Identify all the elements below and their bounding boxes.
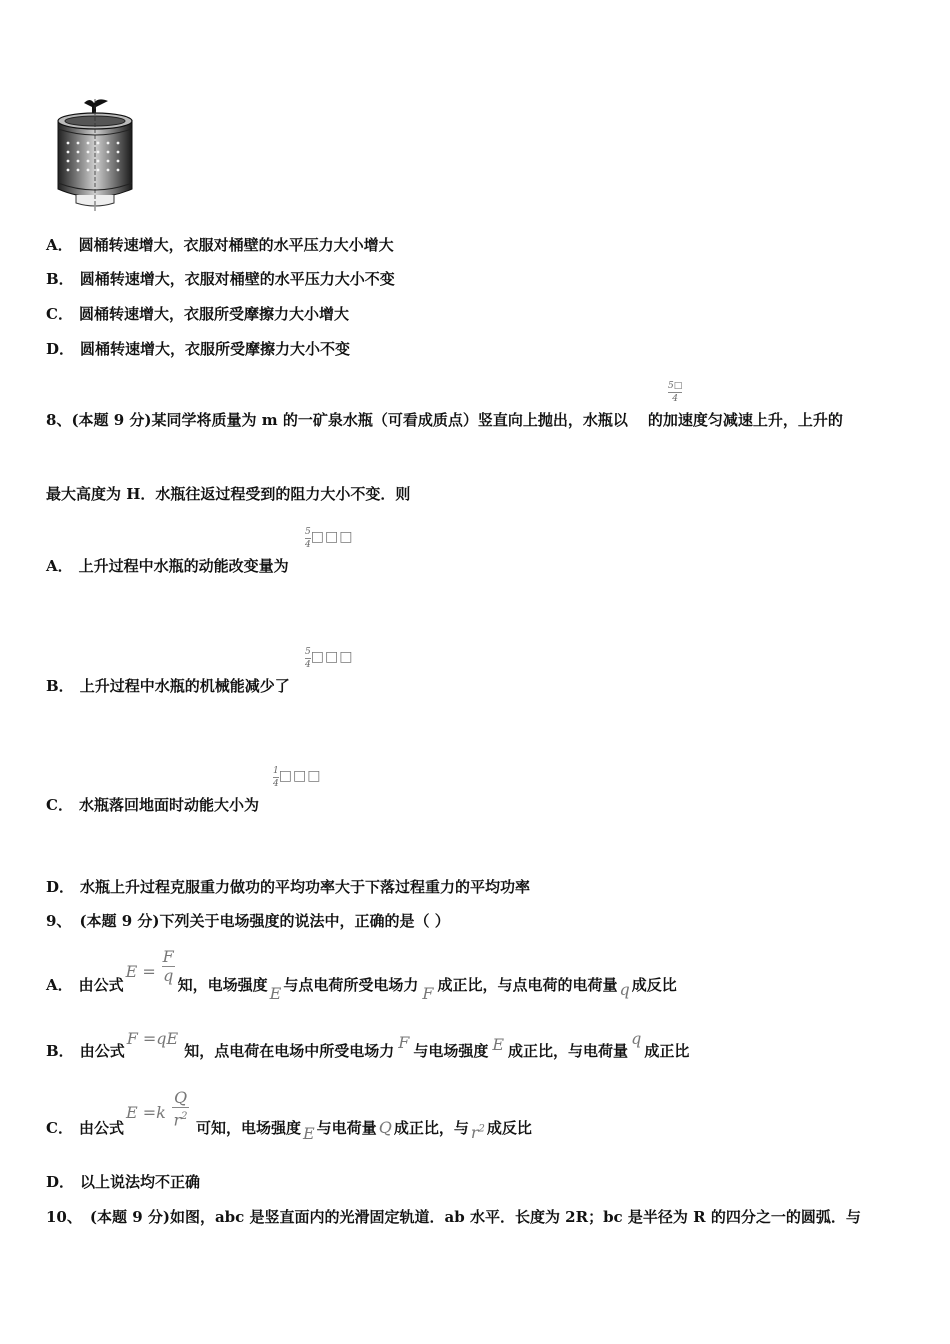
option-text: 以上说法均不正确 — [80, 1173, 201, 1191]
option-label: A． — [46, 976, 73, 994]
q8-accel-fraction — [668, 381, 682, 404]
fraction-denominator: 4 — [305, 540, 311, 550]
var-1: E — [302, 1124, 315, 1143]
fraction-numerator: 5□ — [668, 381, 683, 391]
question-header: (本题 9 分) — [79, 912, 160, 930]
option-text: 圆桶转速增大，衣服对桶壁的水平压力大小增大 — [78, 236, 394, 254]
formula-lhs: E = — [125, 962, 156, 981]
question-stem-part1: 某同学将质量为 m 的一矿泉水瓶（可看成质点）竖直向上抛出，水瓶以 — [151, 411, 628, 429]
option-text-3: 与电场强度 — [413, 1042, 489, 1060]
q8-stem-line2: 最大高度为 H．水瓶往返过程受到的阻力大小不变．则 — [46, 485, 411, 503]
fraction-denominator: 4 — [305, 660, 311, 670]
q9-option-d — [46, 1172, 200, 1192]
var-3: q — [619, 980, 630, 999]
option-text-2: 可知，电场强度 — [195, 1119, 301, 1137]
fraction-numerator: 5 — [305, 647, 311, 657]
option-text: 上升过程中水瓶的机械能减少了 — [79, 677, 290, 695]
option-text-5: 成反比 — [486, 1119, 532, 1137]
var-3: q — [631, 1029, 642, 1048]
question-header: (本题 9 分) — [71, 411, 152, 429]
option-label: B． — [46, 677, 74, 695]
fraction-numerator: 1 — [273, 766, 279, 776]
option-text-2: 知，点电荷在电场中所受电场力 — [184, 1042, 395, 1060]
fraction-denominator: 4 — [273, 779, 279, 789]
q8-option-a — [46, 556, 289, 576]
question-number: 10、 — [46, 1208, 82, 1226]
formula-numerator: F — [162, 947, 174, 966]
option-text: 水瓶上升过程克服重力做功的平均功率大于下落过程重力的平均功率 — [80, 878, 531, 896]
var-2: Q — [378, 1118, 392, 1137]
option-text: 圆桶转速增大，衣服所受摩擦力大小不变 — [80, 340, 351, 358]
option-text: 圆桶转速增大，衣服对桶壁的水平压力大小不变 — [79, 270, 395, 288]
option-label: B． — [46, 270, 74, 288]
option-label: C． — [46, 305, 73, 323]
option-label: A． — [46, 557, 73, 575]
formula: F =qE — [126, 1029, 179, 1048]
placeholder-boxes: □□□ — [278, 768, 322, 784]
q9-option-b — [46, 1029, 690, 1061]
option-text-2: 知，电场强度 — [177, 976, 268, 994]
option-text-5: 成正比 — [644, 1042, 690, 1060]
formula-lhs: E =k — [125, 1103, 166, 1122]
formula-numerator: Q — [173, 1088, 188, 1107]
option-text: 圆桶转速增大，衣服所受摩擦力大小增大 — [78, 305, 349, 323]
option-text-1: 由公式 — [78, 976, 124, 994]
question-stem: 如图，abc 是竖直面内的光滑固定轨道．ab 水平．长度为 2R；bc 是半径为 R 的四分之一的圆弧．与 — [169, 1208, 861, 1226]
q8-b-fraction — [305, 647, 353, 670]
formula-denominator: r — [173, 1110, 182, 1130]
fraction-denominator: 4 — [672, 394, 678, 404]
option-label: C． — [46, 1119, 73, 1137]
placeholder-boxes: □□□ — [310, 529, 354, 545]
option-text-4: 成正比，与电荷量 — [508, 1042, 629, 1060]
q8-option-d — [46, 877, 530, 897]
q7-option-b — [46, 269, 395, 289]
question-number: 9、 — [46, 912, 72, 930]
q8-option-b — [46, 676, 290, 696]
q8-stem-line1 — [46, 410, 843, 430]
q9-option-a — [46, 947, 677, 1003]
option-text-4: 成正比，与点电荷的电荷量 — [437, 976, 618, 994]
question-stem: 下列关于电场强度的说法中，正确的是（ ） — [159, 912, 450, 930]
q7-option-c — [46, 304, 349, 324]
q8-c-fraction — [273, 766, 321, 789]
question-stem-part2: 的加速度匀减速上升，上升的 — [647, 411, 843, 429]
q10-stem — [46, 1207, 861, 1227]
placeholder-boxes: □□□ — [310, 649, 354, 665]
option-text-4: 成正比，与 — [393, 1119, 469, 1137]
option-text-3: 与电荷量 — [316, 1119, 377, 1137]
washing-drum-figure — [50, 95, 140, 215]
option-text-3: 与点电荷所受电场力 — [283, 976, 419, 994]
var-3-superscript: 2 — [478, 1123, 485, 1135]
question-number: 8、 — [46, 411, 72, 429]
var-2: F — [422, 984, 434, 1003]
option-text-5: 成反比 — [631, 976, 677, 994]
option-text-1: 由公式 — [78, 1119, 124, 1137]
option-label: D． — [46, 1173, 75, 1191]
q9-option-c — [46, 1088, 532, 1143]
option-label: C． — [46, 796, 73, 814]
q8-a-fraction — [305, 527, 353, 550]
formula-denominator: q — [163, 966, 174, 985]
q8-option-c — [46, 795, 259, 815]
formula-superscript: 2 — [181, 1111, 188, 1122]
var-2: E — [492, 1035, 505, 1054]
q7-option-a — [46, 235, 394, 255]
option-label: A． — [46, 236, 73, 254]
question-header: (本题 9 分) — [89, 1208, 170, 1226]
option-label: B． — [46, 1042, 74, 1060]
q9-stem — [46, 911, 450, 931]
option-text: 上升过程中水瓶的动能改变量为 — [78, 557, 289, 575]
var-1: E — [269, 984, 282, 1003]
q7-option-d — [46, 339, 350, 359]
var-3: r — [470, 1123, 479, 1142]
fraction-numerator: 5 — [305, 527, 311, 537]
var-1: F — [398, 1033, 410, 1052]
option-text-1: 由公式 — [79, 1042, 125, 1060]
option-text: 水瓶落回地面时动能大小为 — [78, 796, 259, 814]
option-label: D． — [46, 878, 75, 896]
option-label: D． — [46, 340, 75, 358]
